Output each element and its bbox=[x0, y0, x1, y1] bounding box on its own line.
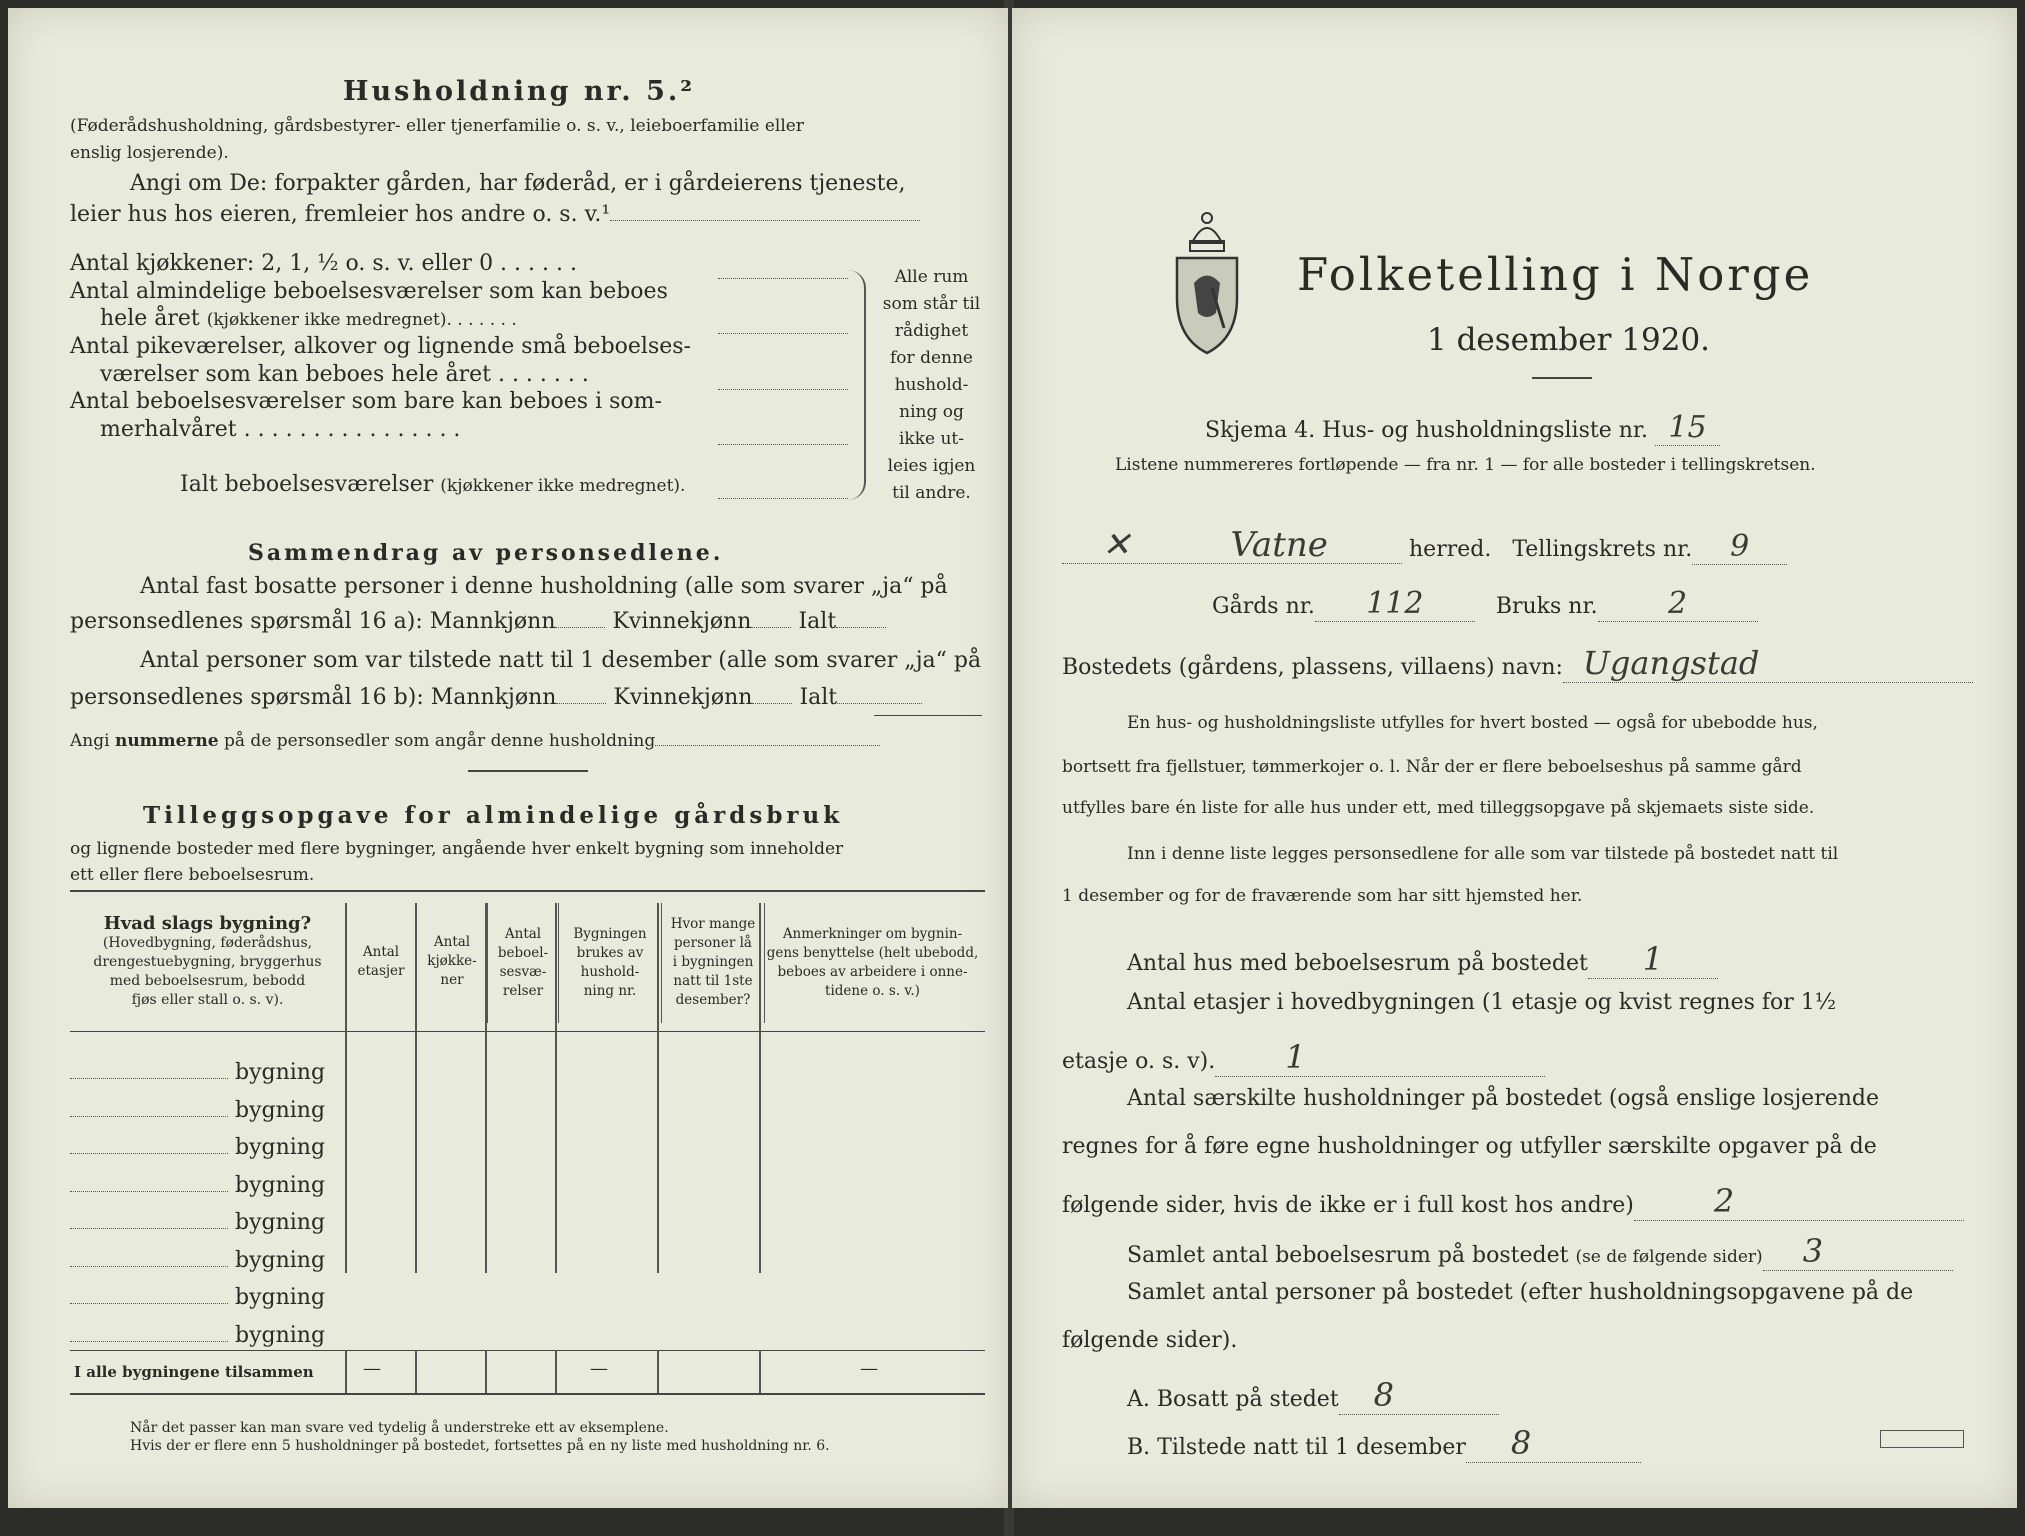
header-bottom-rule bbox=[70, 1031, 985, 1032]
supplement-sub-2: ett eller flere beboelsesrum. bbox=[70, 865, 315, 885]
right-page bbox=[1012, 8, 2017, 1508]
bosatt-value: 8 bbox=[1339, 1376, 1499, 1415]
col-divider bbox=[415, 903, 417, 1273]
col-divider bbox=[345, 903, 347, 1273]
herred-mark: ✕ bbox=[1102, 525, 1131, 565]
separator-rule bbox=[468, 770, 588, 772]
gards-line: Gårds nr. 112 Bruks nr. 2 bbox=[1212, 586, 1758, 622]
summary-line-2: personsedlenes spørsmål 16 a): Mannkjønn Kvinnekjønn Ialt bbox=[70, 609, 886, 634]
rooms-side-note: Alle rum som står til rådighet for denne hushold- ning og ikke ut- leies igjen til andre. bbox=[882, 267, 981, 503]
footnote-2: Hvis der er flere enn 5 husholdninger på bostedet, fortsettes på en ny liste med husholdning nr. 6. bbox=[130, 1438, 830, 1454]
total-top-rule bbox=[70, 1350, 985, 1351]
household-title: Husholdning nr. 5.² bbox=[343, 76, 696, 107]
table-row: bygning bbox=[70, 1129, 325, 1167]
printer-stamp bbox=[1880, 1430, 1964, 1448]
col-divider bbox=[415, 1350, 417, 1393]
col-kjokkener-header: Antal kjøkke- ner bbox=[417, 903, 488, 1023]
supplement-sub-1: og lignende bosteder med flere bygninger, angående hver enkelt bygning som inneholder bbox=[70, 839, 844, 859]
table-row: bygning bbox=[70, 1279, 325, 1317]
table-row: bygning bbox=[70, 1092, 325, 1130]
bosatt-line: A. Bosatt på stedet 8 bbox=[1127, 1376, 1499, 1415]
summary-line-1: Antal fast bosatte personer i denne husholdning (alle som svarer „ja“ på bbox=[140, 574, 948, 599]
summary-line-4: personsedlenes spørsmål 16 b): Mannkjønn Kvinnekjønn Ialt bbox=[70, 685, 922, 710]
answer-line bbox=[718, 278, 848, 279]
schema-line: Skjema 4. Hus- og husholdningsliste nr. 15 bbox=[1205, 410, 1720, 446]
etasjer-value: 1 bbox=[1215, 1038, 1545, 1077]
supplement-title: Tilleggsopgave for almindelige gårdsbruk bbox=[143, 802, 844, 829]
col-etasjer-header: Antal etasjer bbox=[346, 903, 417, 1023]
census-title: Folketelling i Norge bbox=[1297, 248, 1814, 301]
total-label: I alle bygningene tilsammen bbox=[74, 1363, 314, 1381]
bostedets-line: Bostedets (gårdens, plassens, villaens) navn: Ugangstad bbox=[1062, 644, 1973, 683]
col-household-header: Bygningen brukes av hushold- ning nr. bbox=[559, 903, 662, 1023]
col-vaerelser-header: Antal beboel- sesvæ- relser bbox=[488, 903, 559, 1023]
col-divider bbox=[759, 903, 761, 1273]
left-page bbox=[8, 8, 1008, 1508]
info-para-4: Inn i denne liste legges personsedlene for alle som var tilstede på bostedet natt til bbox=[1127, 844, 1839, 864]
samlet-pers-line-1: Samlet antal personer på bostedet (efter husholdningsopgavene på de bbox=[1127, 1280, 1914, 1305]
saer-line-2: regnes for å føre egne husholdninger og utfyller særskilte opgaver på de bbox=[1062, 1134, 1877, 1159]
col-divider bbox=[555, 1350, 557, 1393]
bostedets-value: Ugangstad bbox=[1563, 644, 1973, 683]
table-row: bygning bbox=[70, 1054, 325, 1092]
hus-value: 1 bbox=[1588, 940, 1718, 979]
rooms-summer-2: merhalvåret . . . . . . . . . . . . . . . . bbox=[100, 417, 461, 442]
gards-value: 112 bbox=[1315, 586, 1475, 622]
table-row: bygning bbox=[70, 1204, 325, 1242]
rooms-alm-1: Antal almindelige beboelsesværelser som kan beboes bbox=[70, 279, 668, 304]
info-para-1: En hus- og husholdningsliste utfylles for hvert bosted — også for ubebodde hus, bbox=[1127, 713, 1818, 733]
etasjer-line-2: etasje o. s. v). 1 bbox=[1062, 1038, 1545, 1077]
rooms-pike-2: værelser som kan beboes hele året . . . . . . . bbox=[100, 362, 589, 387]
coat-of-arms-icon bbox=[1172, 203, 1242, 358]
angi-line-1: Angi om De: forpakter gården, har føderåd, er i gårdeierens tjeneste, bbox=[130, 171, 906, 196]
saer-value: 2 bbox=[1634, 1182, 1964, 1221]
table-bottom-rule bbox=[70, 1393, 985, 1395]
answer-line bbox=[718, 498, 848, 499]
col-divider bbox=[555, 903, 557, 1273]
intro-line-2: enslig losjerende). bbox=[70, 143, 229, 163]
footnote-1: Når det passer kan man svare ved tydelig å understreke ett av eksemplene. bbox=[130, 1420, 669, 1436]
col-persons-header: Hvor mange personer lå i bygningen natt til 1ste desember? bbox=[662, 903, 765, 1023]
answer-line bbox=[718, 333, 848, 334]
rooms-pike-1: Antal pikeværelser, alkover og lignende små beboelses- bbox=[70, 334, 691, 359]
summary-line-3: Antal personer som var tilstede natt til 1 desember (alle som svarer „ja“ på bbox=[140, 648, 982, 673]
info-para-5: 1 desember og for de fraværende som har sitt hjemsted her. bbox=[1062, 886, 1583, 906]
tilstede-line: B. Tilstede natt til 1 desember 8 bbox=[1127, 1424, 1641, 1463]
bruks-value: 2 bbox=[1598, 586, 1758, 622]
table-headers bbox=[345, 903, 980, 1023]
col-divider bbox=[657, 903, 659, 1273]
col-divider bbox=[657, 1350, 659, 1393]
rule bbox=[874, 715, 982, 716]
table-row: bygning bbox=[70, 1317, 325, 1355]
tellingskrets-value: 9 bbox=[1692, 529, 1787, 565]
herred-line: ✕ Vatne herred. Tellingskrets nr. 9 bbox=[1062, 527, 1787, 565]
info-para-3: utfylles bare én liste for alle hus under ett, med tilleggsopgave på skjemaets siste side. bbox=[1062, 798, 1815, 818]
rooms-kitchens: Antal kjøkkener: 2, 1, ½ o. s. v. eller 0 . . . . . . bbox=[70, 251, 577, 276]
answer-line bbox=[718, 389, 848, 390]
col-building-header: Hvad slags bygning? (Hovedbygning, føderådshus, drengestuebygning, bryggerhus med beboelsesrum, bebodd fjøs eller stall o. s. v). bbox=[93, 913, 322, 1008]
col-divider bbox=[485, 1350, 487, 1393]
brace bbox=[848, 270, 866, 500]
col-divider bbox=[345, 1350, 347, 1393]
summary-numbers: Angi nummerne på de personsedler som angår denne husholdning bbox=[70, 731, 880, 751]
samlet-pers-line-2: følgende sider). bbox=[1062, 1328, 1238, 1353]
rooms-alm-2: hele året (kjøkkener ikke medregnet). . . . . . . bbox=[100, 306, 517, 331]
angi-line-2: leier hus hos eieren, fremleier hos andre o. s. v.¹ bbox=[70, 202, 920, 227]
col-remarks-header: Anmerkninger om bygnin- gens benyttelse (helt ubebodd, beboes av arbeidere i onne- tidene o. s. v.) bbox=[765, 903, 981, 1023]
list-number-value: 15 bbox=[1655, 410, 1720, 446]
hus-line: Antal hus med beboelsesrum på bostedet 1 bbox=[1127, 940, 1718, 979]
etasjer-line-1: Antal etasjer i hovedbygningen (1 etasje og kvist regnes for 1½ bbox=[1127, 990, 1837, 1015]
col-divider bbox=[485, 903, 487, 1273]
summary-title: Sammendrag av personsedlene. bbox=[248, 540, 724, 566]
census-date: 1 desember 1920. bbox=[1427, 322, 1711, 358]
answer-line bbox=[718, 444, 848, 445]
total-dash: — bbox=[860, 1358, 878, 1379]
intro-line-1: (Føderådshusholdning, gårdsbestyrer- eller tjenerfamilie o. s. v., leieboerfamilie eller bbox=[70, 116, 804, 136]
info-para-2: bortsett fra fjellstuer, tømmerkojer o. l. Når der er flere beboelseshus på samme gård bbox=[1062, 757, 1802, 777]
herred-value: Vatne bbox=[1230, 525, 1328, 565]
table-row: bygning bbox=[70, 1167, 325, 1205]
table-row: bygning bbox=[70, 1242, 325, 1280]
numbering-note: Listene nummereres fortløpende — fra nr. 1 — for alle bosteder i tellingskretsen. bbox=[1115, 455, 1816, 475]
col-divider bbox=[759, 1350, 761, 1393]
saer-line-3: følgende sider, hvis de ikke er i full kost hos andre) 2 bbox=[1062, 1182, 1964, 1221]
total-dash: — bbox=[590, 1358, 608, 1379]
total-dash: — bbox=[363, 1358, 381, 1379]
rooms-total: Ialt beboelsesværelser (kjøkkener ikke medregnet). bbox=[180, 472, 686, 497]
rooms-summer-1: Antal beboelsesværelser som bare kan beboes i som- bbox=[70, 389, 662, 414]
samlet-rum-value: 3 bbox=[1763, 1232, 1953, 1271]
building-rows bbox=[70, 1054, 325, 1354]
tilstede-value: 8 bbox=[1466, 1424, 1641, 1463]
samlet-rum-line: Samlet antal beboelsesrum på bostedet (se de følgende sider) 3 bbox=[1127, 1232, 1953, 1271]
title-rule bbox=[1532, 377, 1592, 379]
saer-line-1: Antal særskilte husholdninger på bostedet (også enslige losjerende bbox=[1127, 1086, 1880, 1111]
table-top-rule bbox=[70, 890, 985, 892]
